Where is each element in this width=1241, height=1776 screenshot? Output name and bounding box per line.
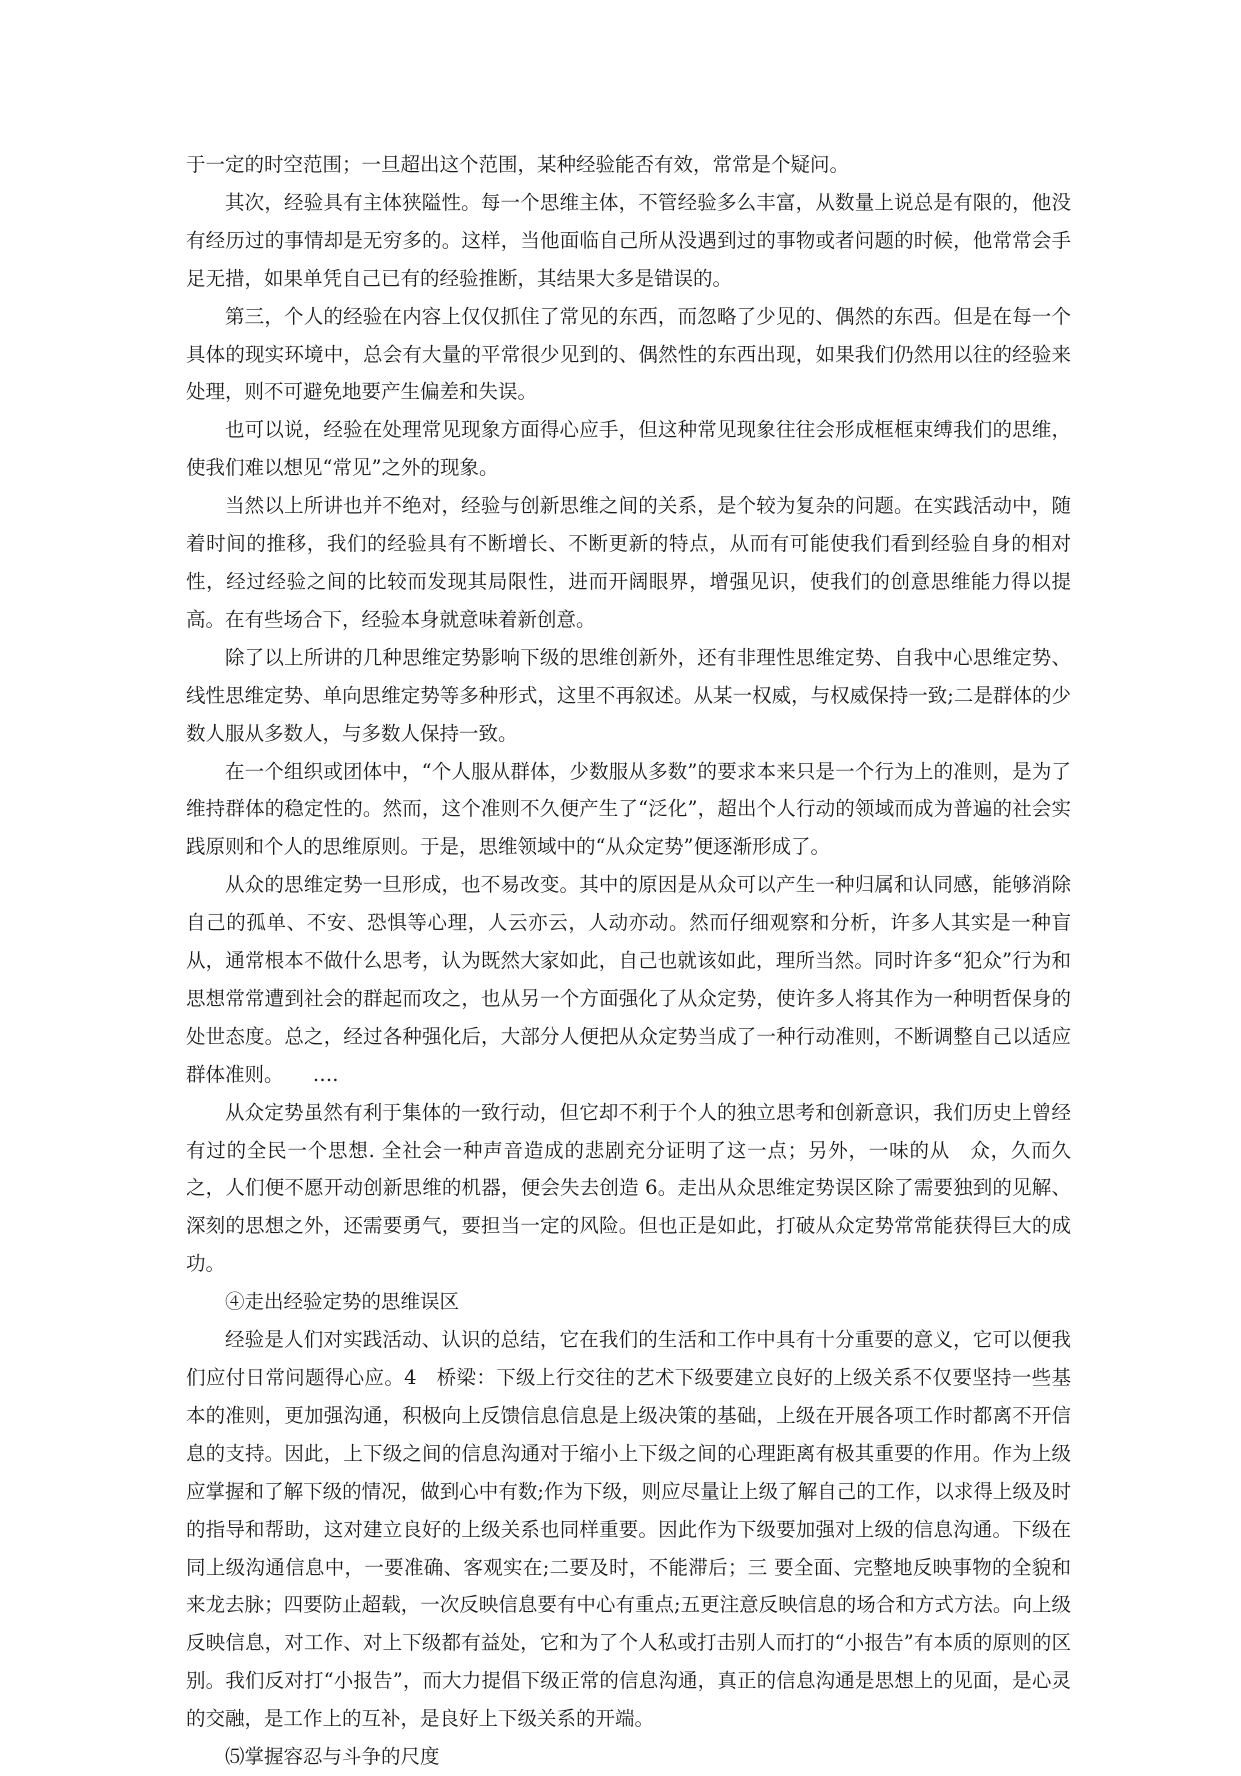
paragraph-2: 其次，经验具有主体狭隘性。每一个思维主体，不管经验多么丰富，从数量上说总是有限的，他没有经历过的事情却是无穷多的。这样，当他面临自己所从没遇到过的事物或者问题的时候，他常常会手足无措，如果单凭自己已有的经验推断，其结果大多是错误的。 bbox=[186, 190, 1071, 290]
paragraph-4: 也可以说，经验在处理常见现象方面得心应手，但这种常见现象往往会形成框框束缚我们的思维，使我们难以想见“常见”之外的现象。 bbox=[186, 418, 1071, 480]
paragraph-6: 除了以上所讲的几种思维定势影响下级的思维创新外，还有非理性思维定势、自我中心思维定势、线性思维定势、单向思维定势等多种形式，这里不再叙述。从某一权威，与权威保持一致;二是群体的少数人服从多数人，与多数人保持一致。 bbox=[186, 645, 1071, 745]
section-heading-5: ⑸掌握容忍与斗争的尺度 bbox=[225, 1745, 440, 1769]
paragraph-9: 从众定势虽然有利于集体的一致行动，但它却不利于个人的独立思考和创新意识，我们历史上曾经有过的全民一个思想. 全社会一种声音造成的悲剧充分证明了这一点；另外，一味的从 众，久而久之，人们便不愿开动创新思维的机器，便会失去创造 6。走出从众思维定势误区除了需要独到的见解、深刻的思想之外，还需要勇气，要担当一定的风险。但也正是如此，打破从众定势常常能获得巨大的成功。 bbox=[186, 1100, 1071, 1276]
section-heading-4: ④走出经验定势的思维误区 bbox=[225, 1290, 460, 1314]
paragraph-5: 当然以上所讲也并不绝对，经验与创新思维之间的关系，是个较为复杂的问题。在实践活动中，随着时间的推移，我们的经验具有不断增长、不断更新的特点，从而有可能使我们看到经验自身的相对性，经过经验之间的比较而发现其局限性，进而开阔眼界，增强见识，使我们的创意思维能力得以提高。在有些场合下，经验本身就意味着新创意。 bbox=[186, 494, 1071, 631]
paragraph-3: 第三，个人的经验在内容上仅仅抓住了常见的东西，而忽略了少见的、偶然的东西。但是在每一个具体的现实环境中，总会有大量的平常很少见到的、偶然性的东西出现，如果我们仍然用以往的经验来处理，则不可避免地要产生偏差和失误。 bbox=[186, 304, 1071, 404]
paragraph-11: 经验是人们对实践活动、认识的总结，它在我们的生活和工作中具有十分重要的意义，它可以便我们应付日常问题得心应。4 桥梁：下级上行交往的艺术下级要建立良好的上级关系不仅要坚持一些基本的准则，更加强沟通，积极向上反馈信息信息是上级决策的基础，上级在开展各项工作时都离不开信息的支持。因此，上下级之间的信息沟通对于缩小上下级之间的心理距离有极其重要的作用。作为上级应掌握和了解下级的情况，做到心中有数;作为下级，则应尽量让上级了解自己的工作，以求得上级及时的指导和帮助，这对建立良好的上级关系也同样重要。因此作为下级要加强对上级的信息沟通。下级在同上级沟通信息中，一要准确、客观实在;二要及时，不能滞后；三 要全面、完整地反映事物的全貌和来龙去脉；四要防止超载，一次反映信息要有中心有重点;五更注意反映信息的场合和方式方法。向上级反映信息，对工作、对上下级都有益处，它和为了个人私或打击别人而打的“小报告”有本质的原则的区别。我们反对打“小报告”，而大力提倡下级正常的信息沟通，真正的信息沟通是思想上的见面，是心灵的交融，是工作上的互补，是良好上下级关系的开端。 bbox=[186, 1328, 1071, 1731]
paragraph-8: 从众的思维定势一旦形成，也不易改变。其中的原因是从众可以产生一种归属和认同感，能够消除自己的孤单、不安、恐惧等心理，人云亦云，人动亦动。然而仔细观察和分析，许多人其实是一种盲从，通常根本不做什么思考，认为既然大家如此，自己也就该如此，理所当然。同时许多“犯众”行为和思想常常遭到社会的群起而攻之，也从另一个方面强化了从众定势，使许多人将其作为一种明哲保身的处世态度。总之，经过各种强化后，大部分人便把从众定势当成了一种行动准则，不断调整自己以适应群体准则。 …. bbox=[186, 873, 1071, 1086]
paragraph-1: 于一定的时空范围；一旦超出这个范围，某种经验能否有效，常常是个疑问。 bbox=[186, 153, 850, 176]
document-page bbox=[186, 146, 1071, 1776]
paragraph-7: 在一个组织或团体中，“个人服从群体，少数服从多数”的要求本来只是一个行为上的准则，是为了维持群体的稳定性的。然而，这个准则不久便产生了“泛化”，超出个人行动的领域而成为普遍的社会实践原则和个人的思维原则。于是，思维领域中的“从众定势”便逐渐形成了。 bbox=[186, 759, 1071, 859]
